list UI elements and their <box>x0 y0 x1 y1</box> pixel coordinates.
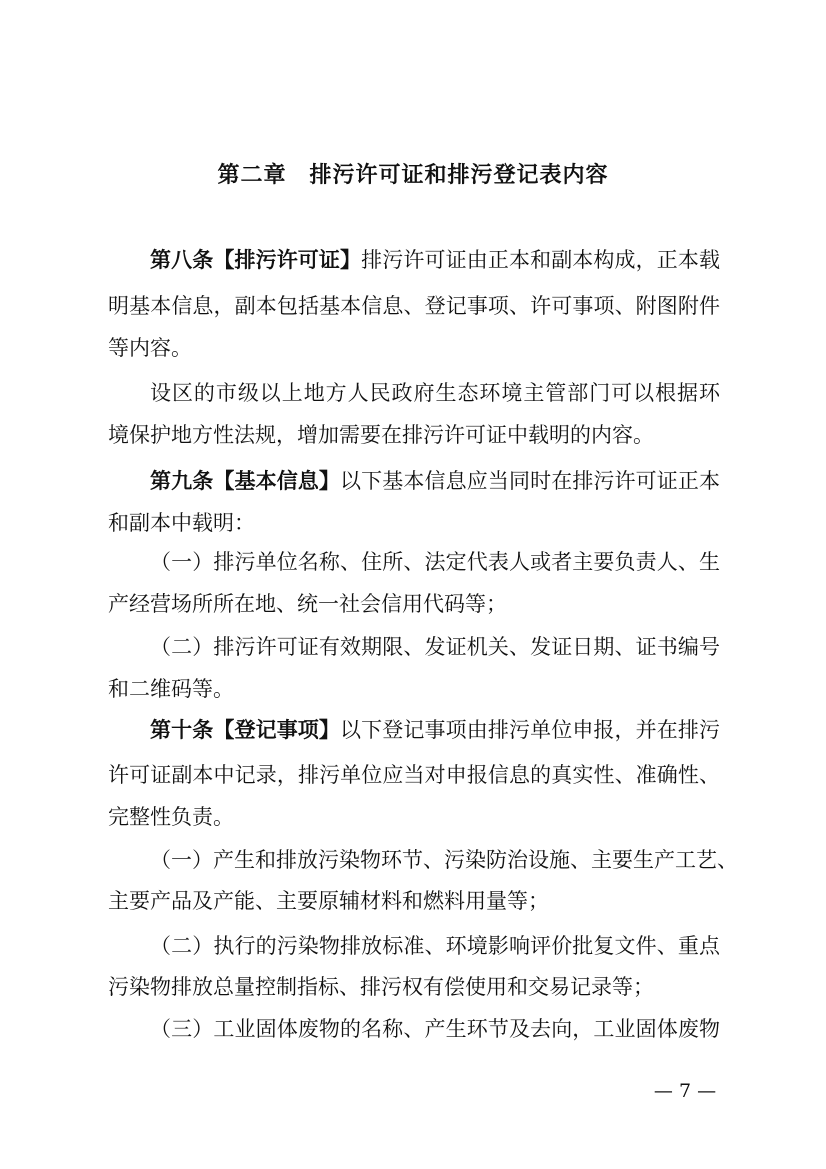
paragraph-local-text-1: 设区的市级以上地方人民政府生态环境主管部门可以根据环 <box>150 381 720 405</box>
article9-first-line <box>150 466 720 496</box>
article10-item2-text-1: （二）执行的污染物排放标准、环境影响评价批复文件、重点 <box>150 934 720 958</box>
article9-item1-text-1: （一）排污单位名称、住所、法定代表人或者主要负责人、生 <box>150 550 720 574</box>
article8-first-line <box>150 245 720 275</box>
article9-heading: 第九条【基本信息】 <box>150 469 341 493</box>
article9-item2-text-1: （二）排污许可证有效期限、发证机关、发证日期、证书编号 <box>150 635 720 659</box>
chapter-title: 第二章 排污许可证和排污登记表内容 <box>217 163 609 188</box>
article9-item1-text-2: 产经营场所所在地、统一社会信用代码等； <box>108 592 507 616</box>
article9-item2-text-2: 和二维码等。 <box>108 677 234 701</box>
paragraph-local-text-2: 境保护地方性法规，增加需要在排污许可证中载明的内容。 <box>108 423 654 447</box>
article10-first-line <box>150 715 720 745</box>
article10-item2-text-2: 污染物排放总量控制指标、排污权有偿使用和交易记录等； <box>108 975 654 999</box>
article9-text-1: 以下基本信息应当同时在排污许可证正本 <box>340 469 721 493</box>
article8-heading: 第八条【排污许可证】 <box>150 248 362 272</box>
article10-text-1: 以下登记事项由排污单位申报，并在排污 <box>340 718 721 742</box>
article8-text-1: 排污许可证由正本和副本构成，正本载 <box>361 248 721 272</box>
article10-item3-text-1: （三）工业固体废物的名称、产生环节及去向，工业固体废物 <box>150 1017 720 1041</box>
article10-item1-text-2: 主要产品及产能、主要原辅材料和燃料用量等； <box>108 889 549 913</box>
article10-item1-text-1: （一）产生和排放污染物环节、污染防治设施、主要生产工艺、 <box>150 848 738 872</box>
article8-text-3: 等内容。 <box>108 336 192 360</box>
article10-heading: 第十条【登记事项】 <box>150 718 341 742</box>
article10-text-3: 完整性负责。 <box>108 805 234 829</box>
page-number: — 7 — <box>653 1080 717 1102</box>
article8-text-2: 明基本信息，副本包括基本信息、登记事项、许可事项、附图附件 <box>108 294 720 318</box>
article10-text-2: 许可证副本中记录，排污单位应当对申报信息的真实性、准确性、 <box>108 763 720 787</box>
article9-text-2: 和副本中载明： <box>108 511 255 535</box>
